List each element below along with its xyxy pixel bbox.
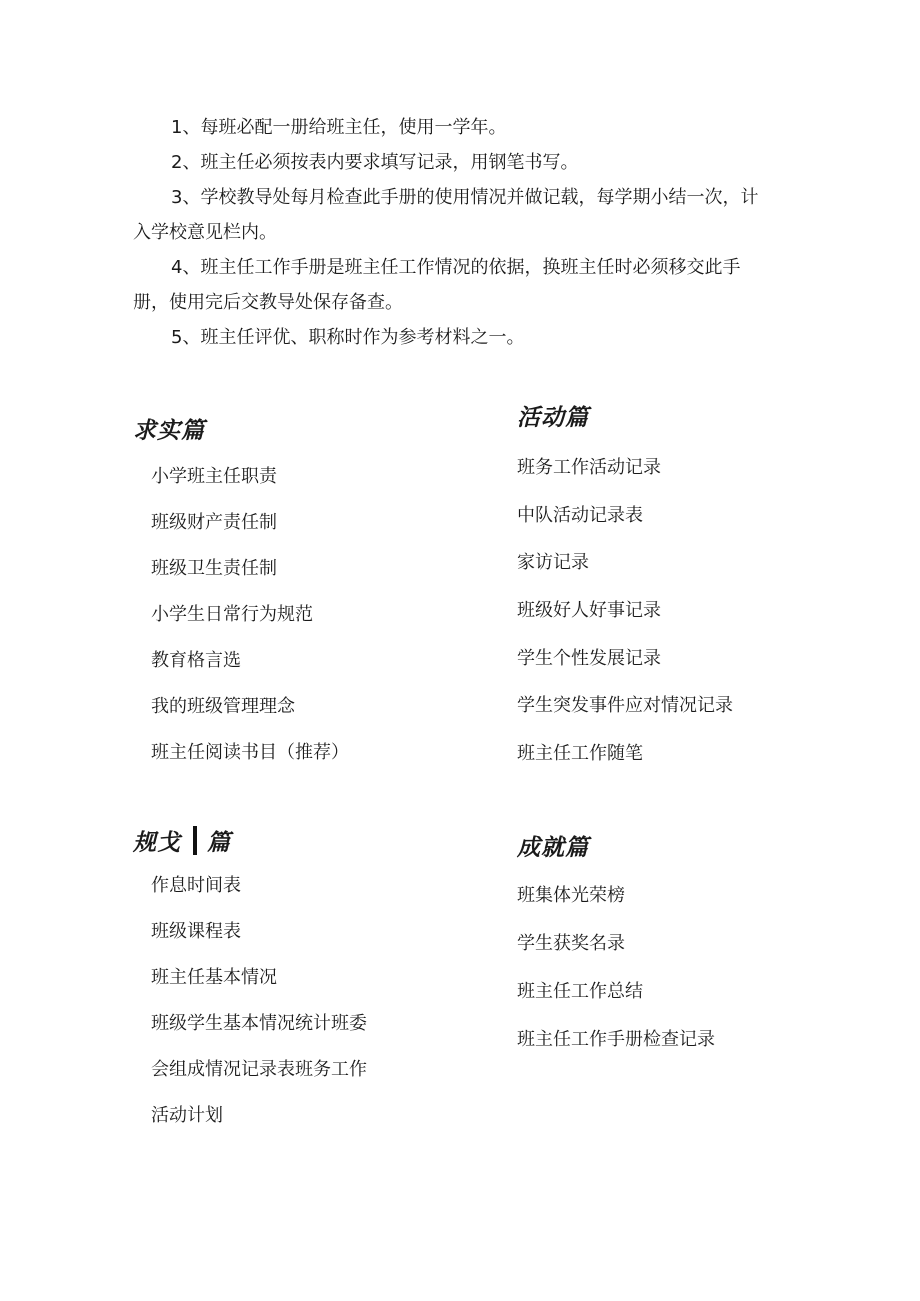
list-item: 我的班级管理理念 — [151, 696, 295, 717]
list-item: 班主任工作手册检查记录 — [517, 1029, 715, 1050]
list-item: 学生获奖名录 — [517, 933, 625, 954]
title-bar-mark — [193, 826, 197, 855]
section-title — [133, 826, 367, 856]
section-title-part1: 规戈 — [133, 829, 181, 856]
instruction-item: 2、班主任必须按表内要求填写记录，用钢笔书写。 — [171, 152, 579, 173]
instruction-item: 5、班主任评优、职称时作为参考材料之一。 — [171, 327, 525, 348]
list-item: 班级卫生责任制 — [151, 558, 277, 579]
list-item: 班务工作活动记录 — [517, 457, 661, 478]
list-item: 班级学生基本情况统计班委 — [151, 1013, 367, 1034]
section-list — [151, 462, 349, 784]
list-item: 班级好人好事记录 — [517, 600, 661, 622]
section-list — [151, 871, 367, 1147]
list-item: 会组成情况记录表班务工作 — [151, 1059, 367, 1080]
section-list — [517, 881, 715, 1073]
section-huodong — [517, 403, 733, 787]
list-item: 活动计划 — [151, 1105, 223, 1126]
instruction-item: 4、班主任工作手册是班主任工作情况的依据，换班主任时必须移交此手册，使用完后交教导处保存备查。 — [133, 257, 741, 313]
list-item: 小学班主任职责 — [151, 466, 277, 487]
section-list — [517, 453, 733, 787]
section-title: 活动篇 — [517, 404, 589, 431]
section-guifan — [133, 826, 367, 1147]
list-item: 作息时间表 — [151, 875, 241, 896]
section-qiushi — [133, 416, 349, 784]
list-item: 班集体光荣榜 — [517, 885, 625, 906]
list-item: 中队活动记录表 — [517, 504, 643, 526]
instruction-item: 3、学校教导处每月检查此手册的使用情况并做记载，每学期小结一次，计入学校意见栏内。 — [133, 187, 759, 243]
list-item: 班主任工作随笔 — [517, 743, 643, 765]
list-item: 小学生日常行为规范 — [151, 604, 313, 625]
section-title: 成就篇 — [517, 834, 589, 861]
list-item: 班级课程表 — [151, 921, 241, 942]
list-item: 班主任基本情况 — [151, 967, 277, 988]
section-title-part2: 篇 — [207, 829, 231, 856]
list-item: 班级财产责任制 — [151, 512, 277, 533]
section-title: 求实篇 — [133, 417, 205, 444]
instruction-item: 1、每班必配一册给班主任，使用一学年。 — [171, 117, 507, 138]
list-item: 班主任阅读书目（推荐） — [151, 742, 349, 763]
list-item: 学生个性发展记录 — [517, 647, 661, 669]
list-item: 学生突发事件应对情况记录 — [517, 695, 733, 717]
list-item: 家访记录 — [517, 552, 589, 574]
section-chengjiu — [517, 833, 715, 1073]
usage-instructions — [133, 110, 773, 355]
list-item: 教育格言选 — [151, 650, 241, 671]
list-item: 班主任工作总结 — [517, 981, 643, 1002]
